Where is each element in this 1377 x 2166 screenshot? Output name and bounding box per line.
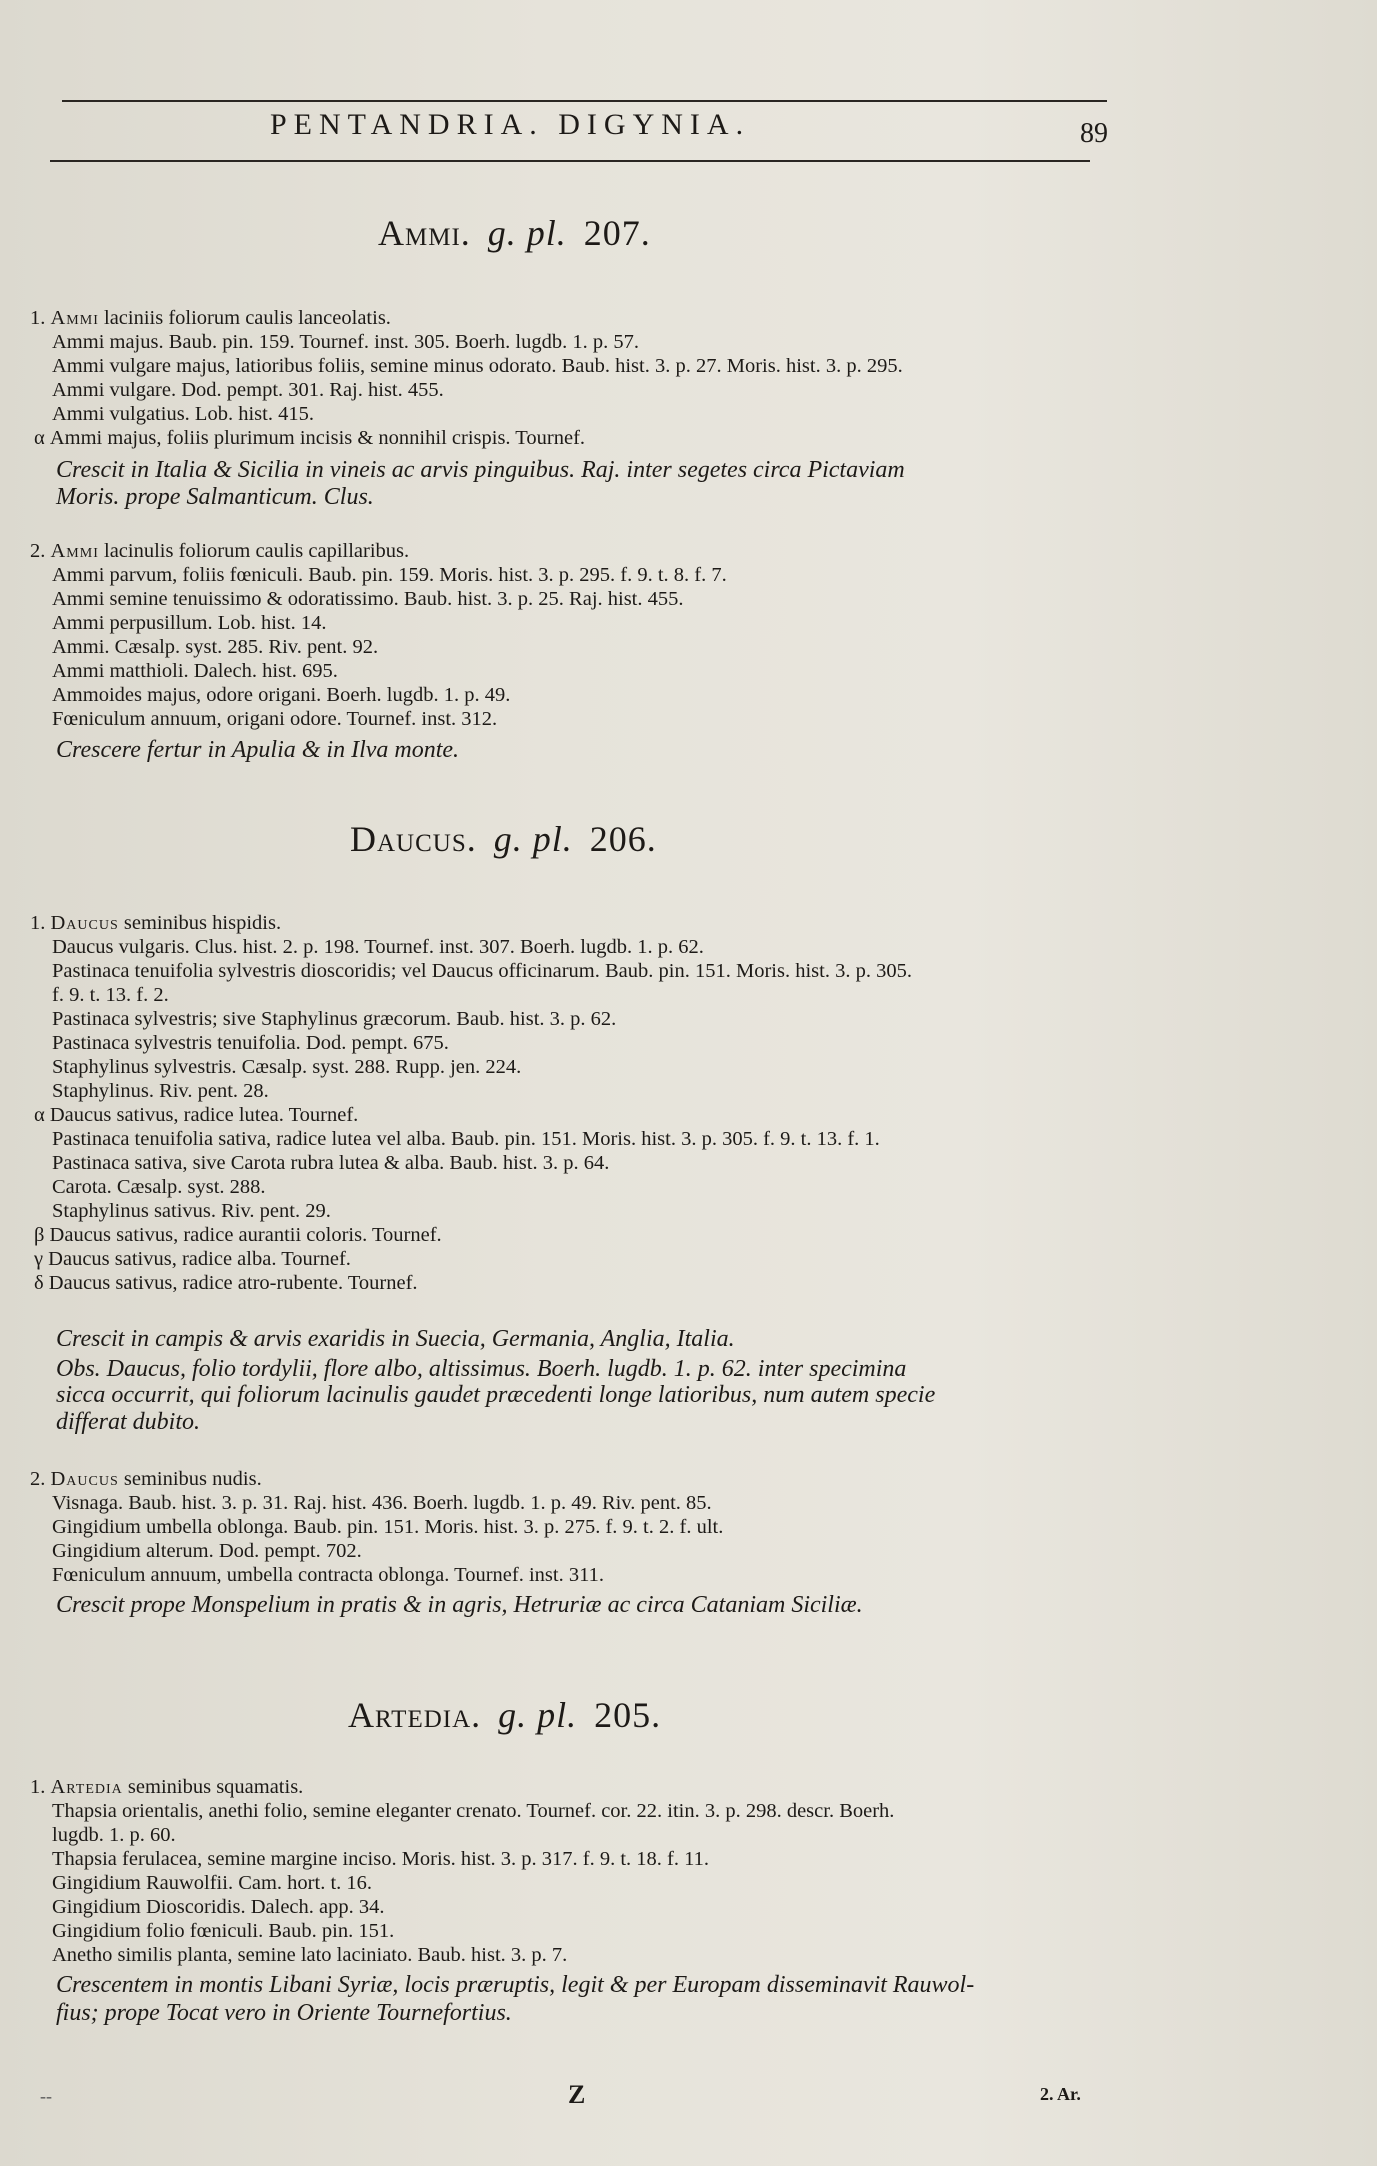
header-rule-bottom [50,160,1090,162]
species-number: 1. [30,307,46,329]
synonym-line: Gingidium Dioscoridis. Dalech. app. 34. [52,1896,385,1918]
synonym-line: Pastinaca sylvestris; sive Staphylinus græcorum. Baub. hist. 3. p. 62. [52,1008,617,1030]
synonym-line: Staphylinus sylvestris. Cæsalp. syst. 288. Rupp. jen. 224. [52,1056,522,1078]
catchword: 2. Ar. [1040,2084,1081,2104]
habitat-note: Obs. Daucus, folio tordylii, flore albo, altissimus. Boerh. lugdb. 1. p. 62. inter specimina [56,1356,907,1382]
header-rule-top [62,100,1107,102]
synonym-line: Ammi perpusillum. Lob. hist. 14. [52,612,327,634]
species-heading [30,1777,303,1798]
species-genus-name: Daucus [50,1468,119,1490]
synonym-line: Fœniculum annuum, origani odore. Tournef. inst. 312. [52,708,498,730]
synonym-line: Thapsia orientalis, anethi folio, semine eleganter crenato. Tournef. cor. 22. itin. 3. p. 298. descr. Boerh. [52,1800,895,1822]
synonym-line: Gingidium Rauwolfii. Cam. hort. t. 16. [52,1872,373,1894]
species-heading [30,308,391,329]
genus-gpl-label: g. pl. [498,1695,578,1735]
synonym-line: Ammi vulgare majus, latioribus foliis, semine minus odorato. Baub. hist. 3. p. 27. Moris. hist. 3. p. 295. [52,355,903,377]
synonym-line: Ammi vulgare. Dod. pempt. 301. Raj. hist. 455. [52,379,444,401]
habitat-note: sicca occurrit, qui foliorum lacinulis gaudet præcedenti longe latioribus, num autem specie [56,1382,936,1408]
species-number: 2. [30,540,46,562]
synonym-line: f. 9. t. 13. f. 2. [52,984,169,1006]
species-number: 1. [30,1776,46,1798]
synonym-line: Ammi vulgatius. Lob. hist. 415. [52,403,314,425]
genus-gpl-label: g. pl. [493,819,573,859]
synonym-line: Gingidium folio fœniculi. Baub. pin. 151. [52,1920,395,1942]
synonym-line: Pastinaca tenuifolia sativa, radice lutea vel alba. Baub. pin. 151. Moris. hist. 3. p. 305. f. 9. t. 13. f. 1. [52,1128,880,1150]
synonym-line: Daucus vulgaris. Clus. hist. 2. p. 198. Tournef. inst. 307. Boerh. lugdb. 1. p. 62. [52,936,704,958]
genus-name: Daucus. [350,819,477,859]
species-number: 1. [30,912,46,934]
habitat-note: Crescere fertur in Apulia & in Ilva monte. [56,737,460,763]
habitat-note: Crescentem in montis Libani Syriæ, locis præruptis, legit & per Europam disseminavit Rauwol- [56,1972,975,1998]
synonym-line: Pastinaca sylvestris tenuifolia. Dod. pempt. 675. [52,1032,449,1054]
variety-line: γ Daucus sativus, radice alba. Tournef. [34,1248,351,1270]
variety-line: α Ammi majus, foliis plurimum incisis & nonnihil crispis. Tournef. [34,427,586,449]
synonym-line: Carota. Cæsalp. syst. 288. [52,1176,266,1198]
genus-title [378,212,651,254]
synonym-line: Thapsia ferulacea, semine margine inciso. Moris. hist. 3. p. 317. f. 9. t. 18. f. 11. [52,1848,710,1870]
synonym-line: Visnaga. Baub. hist. 3. p. 31. Raj. hist. 436. Boerh. lugdb. 1. p. 49. Riv. pent. 85. [52,1492,712,1514]
synonym-line: Ammoides majus, odore origani. Boerh. lugdb. 1. p. 49. [52,684,511,706]
synonym-line: Staphylinus sativus. Riv. pent. 29. [52,1200,331,1222]
habitat-note: Moris. prope Salmanticum. Clus. [56,484,374,510]
species-diagnosis: seminibus squamatis. [127,1776,304,1798]
synonym-line: Staphylinus. Riv. pent. 28. [52,1080,269,1102]
genus-gpl-number: 207. [583,213,651,253]
genus-gpl-number: 206. [589,819,657,859]
synonym-line: Fœniculum annuum, umbella contracta oblonga. Tournef. inst. 311. [52,1564,604,1586]
species-heading [30,1469,262,1490]
species-heading [30,541,409,562]
genus-name: Artedia. [348,1695,482,1735]
genus-gpl-number: 205. [594,1695,662,1735]
variety-line: α Daucus sativus, radice lutea. Tournef. [34,1104,359,1126]
species-number: 2. [30,1468,46,1490]
habitat-note: Crescit in campis & arvis exaridis in Suecia, Germania, Anglia, Italia. [56,1326,735,1352]
species-genus-name: Artedia [50,1776,123,1798]
species-heading [30,913,281,934]
species-diagnosis: seminibus hispidis. [123,912,282,934]
species-genus-name: Ammi [50,307,99,329]
species-diagnosis: laciniis foliorum caulis lanceolatis. [104,307,391,329]
species-diagnosis: seminibus nudis. [123,1468,262,1490]
synonym-line: Ammi parvum, foliis fœniculi. Baub. pin. 159. Moris. hist. 3. p. 295. f. 9. t. 8. f. 7. [52,564,727,586]
genus-gpl-label: g. pl. [487,213,567,253]
species-genus-name: Daucus [50,912,119,934]
synonym-line: Pastinaca sativa, sive Carota rubra lutea & alba. Baub. hist. 3. p. 64. [52,1152,610,1174]
variety-line: β Daucus sativus, radice aurantii coloris. Tournef. [34,1224,442,1246]
signature-mark: Z [568,2080,586,2109]
synonym-line: Pastinaca tenuifolia sylvestris dioscoridis; vel Daucus officinarum. Baub. pin. 151. Moris. hist. 3. p. 305. [52,960,912,982]
synonym-line: Ammi semine tenuissimo & odoratissimo. Baub. hist. 3. p. 25. Raj. hist. 455. [52,588,684,610]
page-number: 89 [1080,118,1108,149]
synonym-line: Ammi matthioli. Dalech. hist. 695. [52,660,338,682]
habitat-note: Crescit in Italia & Sicilia in vineis ac arvis pinguibus. Raj. inter segetes circa Pictaviam [56,457,905,483]
genus-title [348,1694,661,1736]
synonym-line: Gingidium umbella oblonga. Baub. pin. 151. Moris. hist. 3. p. 275. f. 9. t. 2. f. ult. [52,1516,724,1538]
genus-name: Ammi. [378,213,471,253]
species-diagnosis: lacinulis foliorum caulis capillaribus. [104,540,410,562]
habitat-note: fius; prope Tocat vero in Oriente Tournefortius. [56,2000,512,2026]
genus-title [350,818,657,860]
synonym-line: Anetho similis planta, semine lato laciniato. Baub. hist. 3. p. 7. [52,1944,568,1966]
variety-line: δ Daucus sativus, radice atro-rubente. Tournef. [34,1272,418,1294]
running-title: PENTANDRIA. DIGYNIA. [270,108,751,141]
synonym-line: Gingidium alterum. Dod. pempt. 702. [52,1540,362,1562]
species-genus-name: Ammi [50,540,99,562]
synonym-line: lugdb. 1. p. 60. [52,1824,176,1846]
synonym-line: Ammi majus. Baub. pin. 159. Tournef. inst. 305. Boerh. lugdb. 1. p. 57. [52,331,639,353]
habitat-note: differat dubito. [56,1409,200,1435]
synonym-line: Ammi. Cæsalp. syst. 285. Riv. pent. 92. [52,636,379,658]
habitat-note: Crescit prope Monspelium in pratis & in agris, Hetruriæ ac circa Cataniam Siciliæ. [56,1592,863,1618]
footer-left-mark: -- [40,2086,52,2106]
